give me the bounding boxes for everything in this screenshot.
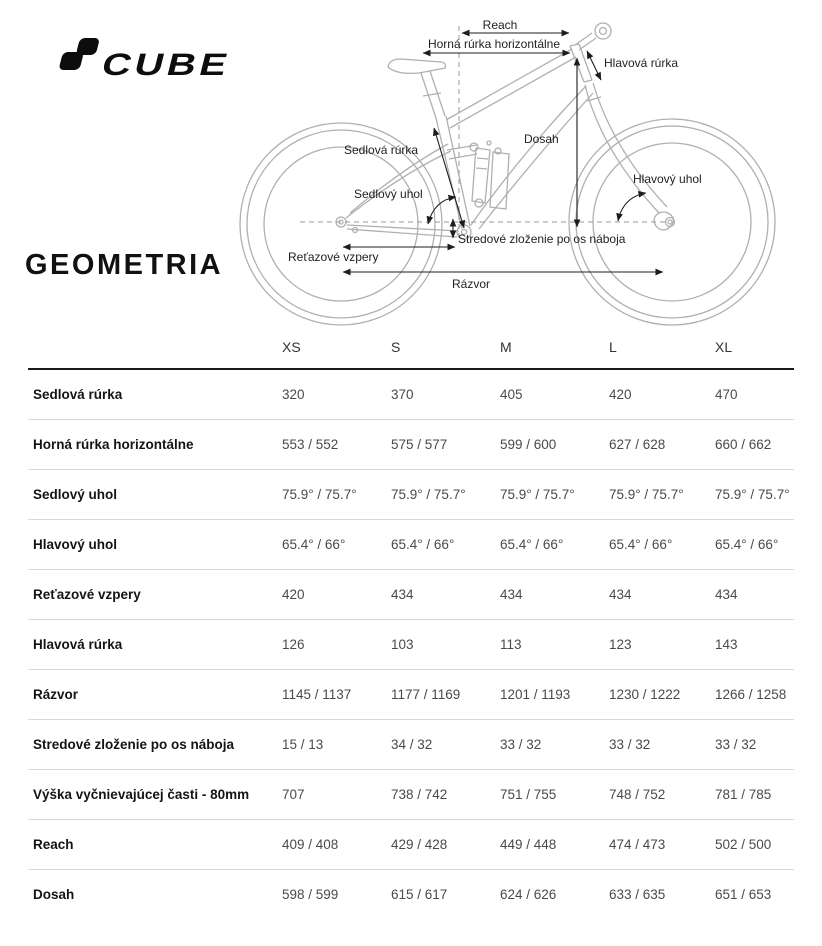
value-cell: 33 / 32 xyxy=(715,737,757,752)
value-cell: 434 xyxy=(391,587,414,602)
diagram-label-chainstays: Reťazové vzpery xyxy=(288,250,379,264)
diagram-label-head-tube: Hlavová rúrka xyxy=(604,56,679,70)
table-header xyxy=(28,325,794,370)
value-cell: 143 xyxy=(715,637,738,652)
value-cell: 65.4° / 66° xyxy=(282,537,346,552)
value-cell: 738 / 742 xyxy=(391,787,448,802)
value-cell: 405 xyxy=(500,387,523,402)
value-cell: 598 / 599 xyxy=(282,887,339,902)
value-cell: 1145 / 1137 xyxy=(282,687,352,702)
value-cell: 707 xyxy=(282,787,305,802)
value-cell: 75.9° / 75.7° xyxy=(500,487,575,502)
diagram-label-head-angle: Hlavový uhol xyxy=(633,172,702,186)
row-label: Dosah xyxy=(33,887,75,902)
value-cell: 751 / 755 xyxy=(500,787,557,802)
row-label: Reach xyxy=(33,837,74,852)
table-row xyxy=(28,770,794,820)
value-cell: 370 xyxy=(391,387,414,402)
row-label: Reťazové vzpery xyxy=(33,587,141,602)
diagram-label-seat-tube: Sedlová rúrka xyxy=(344,143,419,157)
value-cell: 470 xyxy=(715,387,738,402)
geometry-table xyxy=(28,325,794,919)
value-cell: 103 xyxy=(391,637,414,652)
table-row xyxy=(28,620,794,670)
value-cell: 123 xyxy=(609,637,632,652)
value-cell: 599 / 600 xyxy=(500,437,557,452)
table-row xyxy=(28,370,794,420)
value-cell: 660 / 662 xyxy=(715,437,772,452)
value-cell: 615 / 617 xyxy=(391,887,448,902)
value-cell: 34 / 32 xyxy=(391,737,433,752)
value-cell: 429 / 428 xyxy=(391,837,448,852)
value-cell: 65.4° / 66° xyxy=(609,537,673,552)
value-cell: 1201 / 1193 xyxy=(500,687,571,702)
value-cell: 65.4° / 66° xyxy=(500,537,564,552)
diagram-labels xyxy=(288,18,702,291)
value-cell: 434 xyxy=(609,587,632,602)
size-column-header: S xyxy=(391,338,401,355)
row-label: Sedlová rúrka xyxy=(33,387,123,402)
value-cell: 15 / 13 xyxy=(282,737,324,752)
value-cell: 320 xyxy=(282,387,305,402)
head-angle-arc xyxy=(618,193,646,221)
value-cell: 502 / 500 xyxy=(715,837,772,852)
value-cell: 420 xyxy=(282,587,305,602)
value-cell: 748 / 752 xyxy=(609,787,666,802)
diagram-label-wheelbase: Rázvor xyxy=(451,277,491,291)
value-cell: 75.9° / 75.7° xyxy=(282,487,357,502)
table-row xyxy=(28,870,794,919)
value-cell: 33 / 32 xyxy=(500,737,542,752)
table-row xyxy=(28,720,794,770)
table-row xyxy=(28,670,794,720)
value-cell: 449 / 448 xyxy=(500,837,557,852)
value-cell: 1177 / 1169 xyxy=(391,687,461,702)
bike-geometry-diagram xyxy=(230,0,822,334)
value-cell: 553 / 552 xyxy=(282,437,339,452)
value-cell: 113 xyxy=(500,637,522,652)
value-cell: 409 / 408 xyxy=(282,837,339,852)
size-column-header: M xyxy=(500,338,512,355)
size-column-header: XL xyxy=(715,338,733,355)
value-cell: 75.9° / 75.7° xyxy=(609,487,684,502)
table-row xyxy=(28,820,794,870)
size-column-header: XS xyxy=(282,338,301,355)
size-column-header: L xyxy=(609,338,617,355)
cube-logo-icon xyxy=(55,25,103,87)
value-cell: 627 / 628 xyxy=(609,437,666,452)
row-label: Hlavový uhol xyxy=(33,537,118,552)
value-cell: 633 / 635 xyxy=(609,887,666,902)
table-row xyxy=(28,570,794,620)
diagram-label-bb-drop: Stredové zloženie po os náboja xyxy=(458,232,626,246)
value-cell: 434 xyxy=(500,587,523,602)
cube-logo-text: CUBE xyxy=(98,47,235,82)
row-label: Rázvor xyxy=(33,687,79,702)
value-cell: 651 / 653 xyxy=(715,887,772,902)
row-label: Hlavová rúrka xyxy=(33,637,123,652)
value-cell: 75.9° / 75.7° xyxy=(391,487,466,502)
table-row xyxy=(28,420,794,470)
value-cell: 33 / 32 xyxy=(609,737,651,752)
value-cell: 434 xyxy=(715,587,738,602)
head-tube-arrow xyxy=(587,51,601,80)
table-body xyxy=(28,370,794,919)
table-row xyxy=(28,520,794,570)
value-cell: 624 / 626 xyxy=(500,887,557,902)
value-cell: 65.4° / 66° xyxy=(715,537,779,552)
page-title: GEOMETRIA xyxy=(25,249,224,281)
diagram-label-seat-angle: Sedlový uhol xyxy=(354,187,423,201)
value-cell: 1230 / 1222 xyxy=(609,687,681,702)
table-row xyxy=(28,470,794,520)
value-cell: 65.4° / 66° xyxy=(391,537,455,552)
row-label: Výška vyčnievajúcej časti - 80mm xyxy=(33,787,250,802)
value-cell: 474 / 473 xyxy=(609,837,666,852)
cube-logo xyxy=(55,25,255,89)
value-cell: 75.9° / 75.7° xyxy=(715,487,790,502)
diagram-label-stack: Dosah xyxy=(524,132,559,146)
row-label: Sedlový uhol xyxy=(33,487,118,502)
row-label: Stredové zloženie po os náboja xyxy=(33,737,235,752)
diagram-label-reach: Reach xyxy=(482,18,518,32)
value-cell: 420 xyxy=(609,387,632,402)
value-cell: 1266 / 1258 xyxy=(715,687,787,702)
diagram-label-top-tube: Horná rúrka horizontálne xyxy=(427,37,561,51)
value-cell: 781 / 785 xyxy=(715,787,772,802)
row-label: Horná rúrka horizontálne xyxy=(33,437,194,452)
value-cell: 575 / 577 xyxy=(391,437,448,452)
value-cell: 126 xyxy=(282,637,305,652)
